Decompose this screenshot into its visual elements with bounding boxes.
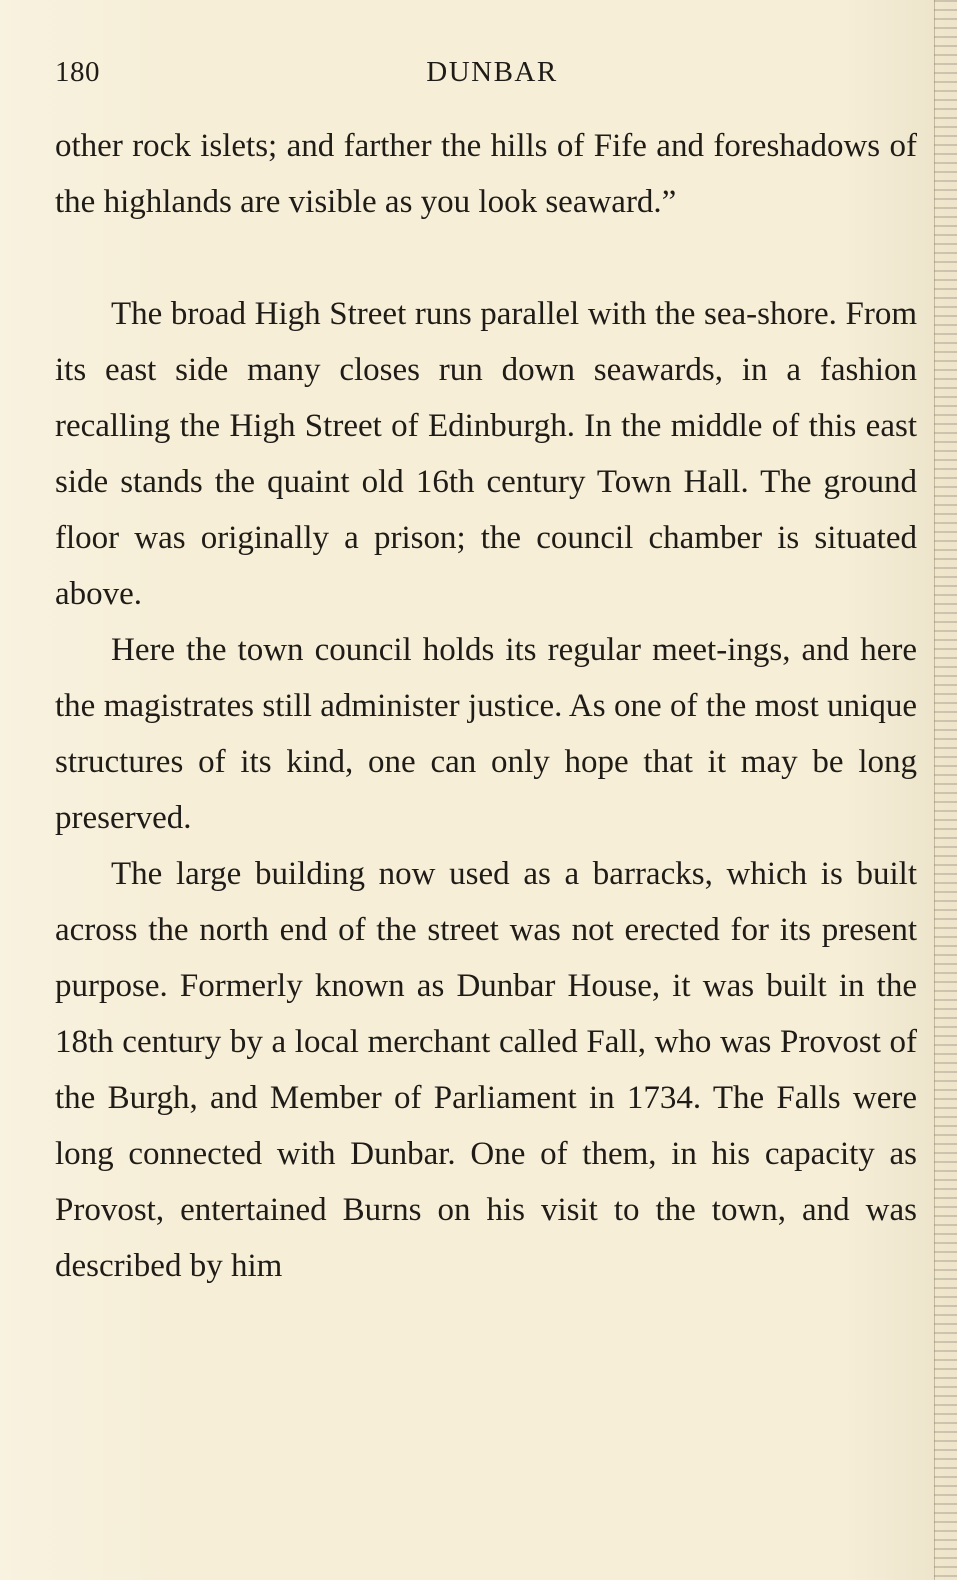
- body-text: [55, 118, 917, 1294]
- paragraph-barracks: The large building now used as a barracks, which is built across the north end of the street was not erected for its present purpose. Formerly known as Dunbar House, it was built in the 18th century by a local merchant called Fall, who was Provost of the Burgh, and Member of Parliament in 1734. The Falls were long connected with Dunbar. One of them, in his capacity as Provost, entertained Burns on his visit to the town, and was described by him: [55, 856, 917, 1284]
- paragraph-continuation: other rock islets; and farther the hills of Fife and foreshadows of the highlands are visible as you look seaward.”: [55, 128, 917, 220]
- paragraph-high-street: The broad High Street runs parallel with the sea-shore. From its east side many closes run down seawards, in a fashion recalling the High Street of Edinburgh. In the middle of this east side stands the quaint old 16th century Town Hall. The ground floor was originally a prison; the council chamber is situated above.: [55, 296, 917, 612]
- page-edge: [934, 0, 957, 1580]
- section-gap: [55, 230, 917, 286]
- paragraph-town-council: Here the town council holds its regular meet-ings, and here the magistrates still administer justice. As one of the most unique structures of its kind, one can only hope that it may be long preserved.: [55, 632, 917, 836]
- page-number: 180: [55, 56, 100, 88]
- running-head: DUNBAR: [426, 56, 558, 88]
- page-header: [55, 56, 929, 100]
